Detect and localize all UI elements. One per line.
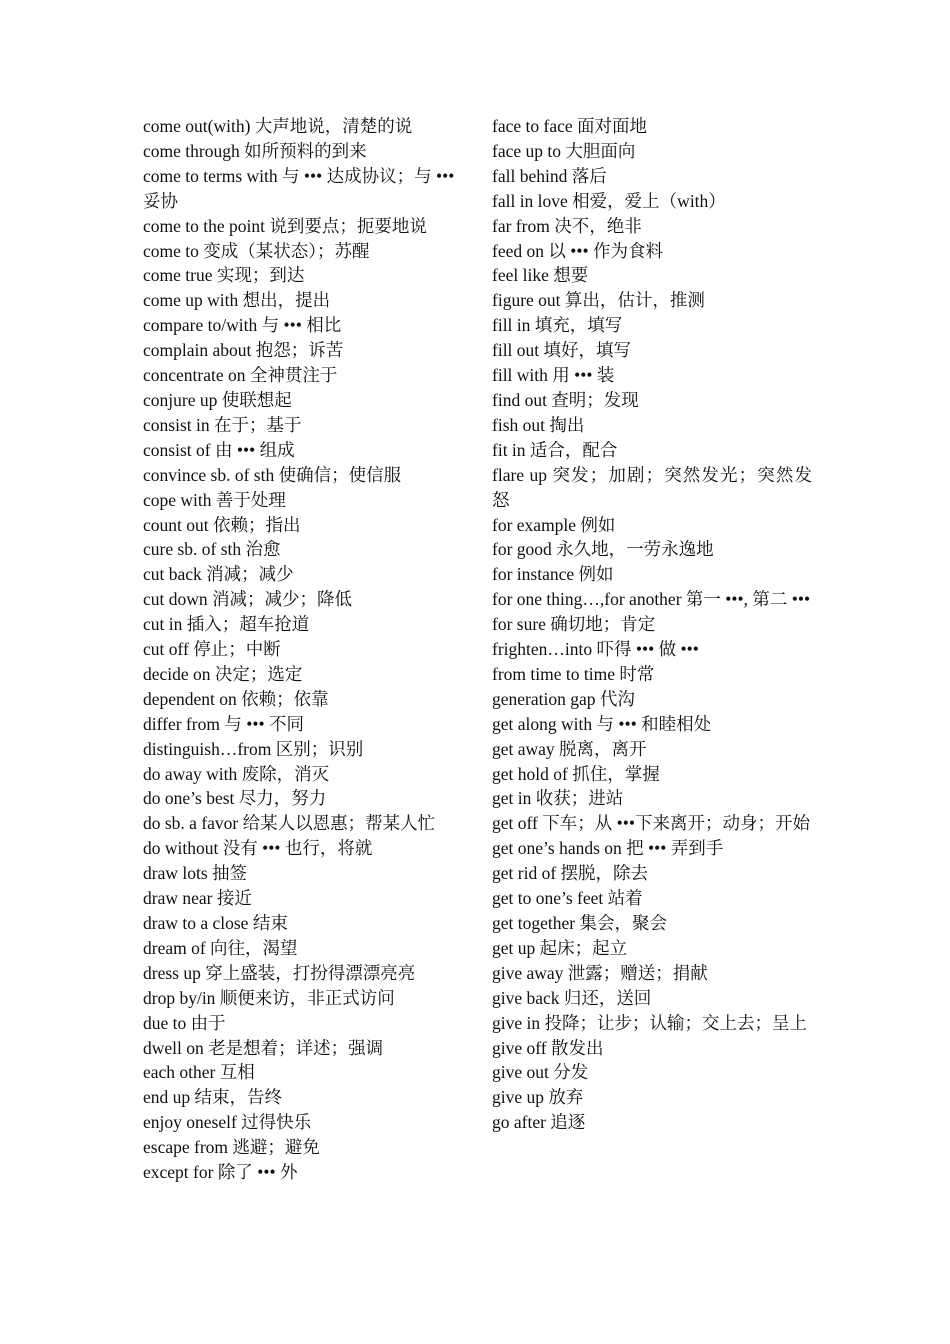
- phrase-entry: enjoy oneself 过得快乐: [143, 1112, 312, 1133]
- phrase-entry: face up to 大胆面向: [492, 140, 636, 161]
- phrase-entry: give out 分发: [492, 1062, 589, 1083]
- phrase-entry: fill with 用 ••• 装: [492, 365, 615, 386]
- phrase-entry: flare up 突发；加剧；突然发光；突然发怒: [492, 464, 812, 510]
- phrase-entry: do sb. a favor 给某人以恩惠；帮某人忙: [143, 813, 436, 834]
- phrase-entry: cure sb. of sth 治愈: [143, 539, 281, 560]
- phrase-entry: get to one’s feet 站着: [492, 888, 643, 909]
- phrase-entry: fall in love 相爱，爱上（with）: [492, 190, 726, 211]
- phrase-entry: come out(with) 大声地说，清楚的说: [143, 116, 413, 136]
- phrase-entry: do one’s best 尽力，努力: [143, 788, 327, 809]
- phrase-entry: get away 脱离，离开: [492, 738, 647, 759]
- phrase-entry: give off 散发出: [492, 1037, 604, 1058]
- phrase-entry: count out 依赖；指出: [143, 514, 301, 535]
- phrase-entry: cut back 消减；减少: [143, 564, 294, 585]
- phrase-entry: come to 变成（某状态）；苏醒: [143, 240, 370, 261]
- phrase-entry: due to 由于: [143, 1012, 226, 1033]
- phrase-entry: get along with 与 ••• 和睦相处: [492, 713, 712, 734]
- phrase-entry: cope with 善于处理: [143, 489, 286, 510]
- phrase-entry: for instance 例如: [492, 564, 614, 585]
- phrase-entry: frighten…into 吓得 ••• 做 •••: [492, 639, 699, 660]
- phrase-entry: give in 投降；让步；认输；交上去；呈上: [492, 1012, 807, 1033]
- phrase-entry: come true 实现；到达: [143, 265, 305, 286]
- phrase-entry: decide on 决定；选定: [143, 663, 303, 684]
- phrase-entry: come to terms with 与 ••• 达成协议；与 ••• 妥协: [143, 165, 455, 211]
- phrase-entry: find out 查明；发现: [492, 389, 639, 410]
- phrase-entry: get together 集会，聚会: [492, 913, 667, 933]
- phrase-entry: dwell on 老是想着；详述；强调: [143, 1037, 384, 1058]
- phrase-entry: far from 决不，绝非: [492, 215, 642, 236]
- phrase-entry: compare to/with 与 ••• 相比: [143, 315, 342, 336]
- phrase-entry: come to the point 说到要点；扼要地说: [143, 215, 427, 236]
- phrase-entry: come through 如所预料的到来: [143, 140, 367, 161]
- phrase-entry: get up 起床；起立: [492, 937, 628, 958]
- phrase-entry: fall behind 落后: [492, 165, 607, 186]
- phrase-entry: consist in 在于；基于: [143, 414, 302, 435]
- phrase-entry: drop by/in 顺便来访，非正式访问: [143, 987, 395, 1008]
- left-column: [143, 114, 463, 1185]
- phrase-entry: differ from 与 ••• 不同: [143, 713, 304, 734]
- phrase-entry: end up 结束，告终: [143, 1087, 283, 1108]
- phrase-entry: feed on 以 ••• 作为食料: [492, 240, 663, 261]
- phrase-entry: do away with 废除，消灭: [143, 763, 330, 784]
- phrase-entry: dependent on 依赖；依靠: [143, 688, 329, 709]
- phrase-entry: fill in 填充，填写: [492, 315, 623, 336]
- phrase-entry: fit in 适合，配合: [492, 439, 618, 460]
- phrase-entry: for example 例如: [492, 514, 616, 535]
- phrase-entry: cut down 消减；减少；降低: [143, 589, 353, 610]
- phrase-entry: cut in 插入；超车抢道: [143, 614, 310, 635]
- phrase-entry: get off 下车；从 •••下来离开；动身；开始: [492, 813, 810, 834]
- phrase-entry: come up with 想出，提出: [143, 290, 331, 311]
- phrase-entry: for one thing…,for another 第一 •••, 第二 •••: [492, 589, 811, 610]
- phrase-entry: get rid of 摆脱，除去: [492, 863, 649, 884]
- phrase-entry: feel like 想要: [492, 265, 589, 286]
- phrase-entry: give away 泄露；赠送；捐献: [492, 962, 708, 983]
- phrase-entry: generation gap 代沟: [492, 688, 635, 709]
- phrase-entry: fish out 掏出: [492, 414, 585, 435]
- phrase-entry: give back 归还，送回: [492, 987, 652, 1008]
- phrase-entry: cut off 停止；中断: [143, 639, 281, 660]
- phrase-entry: draw lots 抽签: [143, 863, 248, 884]
- phrase-entry: for good 永久地，一劳永逸地: [492, 539, 714, 560]
- phrase-entry: consist of 由 ••• 组成: [143, 439, 295, 460]
- phrase-entry: get hold of 抓住，掌握: [492, 763, 660, 784]
- phrase-entry: except for 除了 ••• 外: [143, 1162, 298, 1183]
- phrase-entry: draw to a close 结束: [143, 913, 288, 933]
- phrase-entry: distinguish…from 区别；识别: [143, 738, 364, 759]
- phrase-entry: give up 放弃: [492, 1087, 584, 1108]
- phrase-entry: conjure up 使联想起: [143, 389, 292, 410]
- phrase-entry: face to face 面对面地: [492, 116, 647, 136]
- phrase-entry: complain about 抱怨；诉苦: [143, 340, 344, 361]
- right-column: [492, 114, 812, 1135]
- phrase-entry: concentrate on 全神贯注于: [143, 365, 338, 386]
- phrase-entry: from time to time 时常: [492, 663, 655, 684]
- phrase-entry: figure out 算出，估计，推测: [492, 290, 705, 311]
- phrase-entry: dream of 向往，渴望: [143, 937, 298, 958]
- phrase-entry: escape from 逃避；避免: [143, 1137, 320, 1158]
- phrase-entry: get in 收获；进站: [492, 788, 624, 809]
- phrase-entry: do without 没有 ••• 也行，将就: [143, 838, 373, 859]
- phrase-entry: get one’s hands on 把 ••• 弄到手: [492, 838, 724, 859]
- phrase-entry: fill out 填好，填写: [492, 340, 632, 361]
- phrase-entry: each other 互相: [143, 1062, 255, 1083]
- phrase-entry: convince sb. of sth 使确信；使信服: [143, 464, 402, 485]
- phrase-entry: draw near 接近: [143, 888, 252, 909]
- phrase-entry: dress up 穿上盛装，打扮得漂漂亮亮: [143, 962, 416, 983]
- phrase-entry: go after 追逐: [492, 1112, 586, 1133]
- phrase-entry: for sure 确切地；肯定: [492, 614, 656, 635]
